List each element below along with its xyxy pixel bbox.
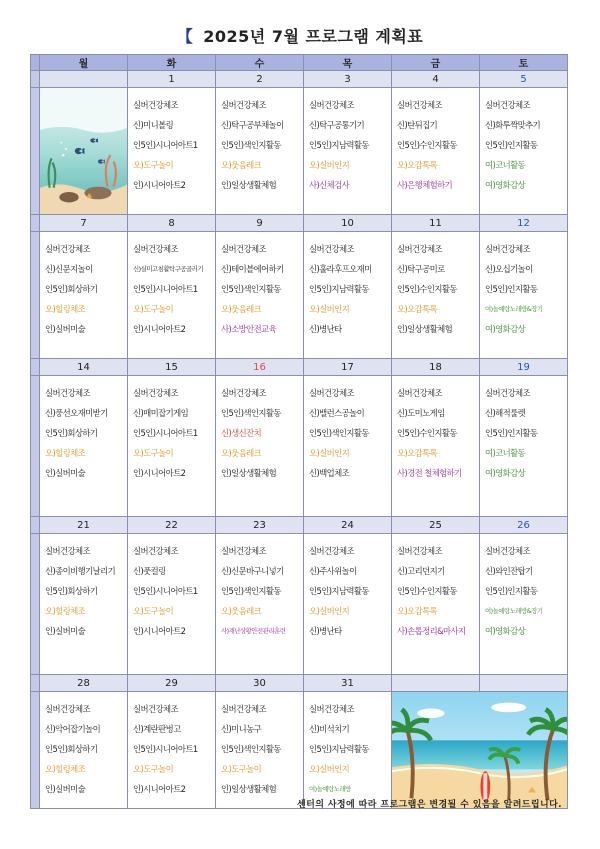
program-cell-sat	[480, 376, 568, 517]
date-cell-fri: 18	[392, 359, 480, 376]
program-cell-thu	[304, 692, 392, 809]
date-cell-mon: 7	[40, 215, 128, 232]
program-item: 여)영화감상	[485, 626, 526, 636]
beach-image-cell	[392, 692, 568, 809]
program-item: 신)해적룰렛	[485, 408, 526, 418]
program-item: 여)영화감상	[485, 468, 526, 478]
program-list	[480, 232, 567, 339]
program-list	[40, 376, 127, 483]
row-side-marker	[31, 71, 40, 88]
program-item: 실버건강체조	[485, 546, 530, 556]
date-cell-tue: 29	[128, 675, 216, 692]
program-list	[128, 232, 215, 339]
program-item: 실버건강체조	[485, 100, 530, 110]
program-item: 인5인)회상하기	[45, 428, 98, 438]
program-item: 신)미니볼링	[133, 120, 174, 130]
program-row	[31, 376, 568, 517]
program-item: 인5인)수인지활동	[397, 586, 457, 596]
program-item: 실버건강체조	[309, 100, 354, 110]
program-list	[216, 376, 303, 483]
date-row	[31, 359, 568, 376]
program-list	[216, 692, 303, 799]
date-cell-thu: 17	[304, 359, 392, 376]
program-item: 실버건강체조	[309, 704, 354, 714]
program-item: 인)일상생활체험	[221, 468, 277, 478]
date-cell-wed: 16	[216, 359, 304, 376]
program-item: 오)실버인지	[309, 160, 350, 170]
program-item: 인5인)인지활동	[485, 284, 538, 294]
weekday-tue: 화	[128, 55, 216, 71]
program-item: 인5인)시니어아트1	[133, 428, 198, 438]
program-cell-thu	[304, 88, 392, 215]
program-item: 실버건강체조	[45, 388, 90, 398]
program-item: 신)악어잡기놀이	[45, 724, 101, 734]
program-item: 신)고리던지기	[397, 566, 445, 576]
program-cell-thu	[304, 376, 392, 517]
title-bracket: 【	[176, 27, 194, 46]
date-cell-sat: 19	[480, 359, 568, 376]
program-cell-wed	[216, 376, 304, 517]
program-item: 실버건강체조	[309, 388, 354, 398]
program-item: 인)시니어아트2	[133, 324, 186, 334]
program-item: 실버건강체조	[133, 244, 178, 254]
date-cell-tue: 8	[128, 215, 216, 232]
program-item: 신)풋컬링	[133, 566, 166, 576]
program-item: 실버건강체조	[397, 546, 442, 556]
program-list	[392, 534, 479, 641]
date-cell-mon: 21	[40, 517, 128, 534]
program-list	[304, 534, 391, 641]
date-row	[31, 675, 568, 692]
page-title	[0, 24, 600, 47]
program-item: 신)훌라후프오재미	[309, 264, 372, 274]
program-list	[304, 692, 391, 799]
date-row	[31, 517, 568, 534]
program-item: 실버건강체조	[221, 704, 266, 714]
underwater-illustration	[40, 88, 127, 214]
program-item: 사)소방안전교육	[221, 324, 277, 334]
program-item: 사)경전 철체험하기	[397, 468, 462, 478]
program-item: 오)도구놀이	[133, 160, 174, 170]
program-cell-tue	[128, 88, 216, 215]
program-item: 신)탁구공부채놀이	[221, 120, 284, 130]
program-item: 오)실버인지	[309, 304, 350, 314]
program-item: 여)영화감상	[485, 324, 526, 334]
program-item: 실버건강체조	[221, 100, 266, 110]
program-cell-mon	[40, 232, 128, 359]
program-item: 여)놀예랑노래방&장기	[485, 305, 543, 313]
weekday-fri: 금	[392, 55, 480, 71]
date-cell-mon: 14	[40, 359, 128, 376]
program-item: 신)밸런스공놀이	[309, 408, 365, 418]
date-cell-sat: 5	[480, 71, 568, 88]
date-cell-tue: 22	[128, 517, 216, 534]
program-cell-wed	[216, 88, 304, 215]
program-item: 신)비석치기	[309, 724, 350, 734]
program-cell-mon	[40, 692, 128, 809]
program-item: 실버건강체조	[397, 100, 442, 110]
program-item: 오)도구놀이	[221, 764, 262, 774]
program-item: 인)실버미술	[45, 468, 86, 478]
program-item: 인5인)지남력활동	[309, 140, 369, 150]
date-row	[31, 71, 568, 88]
program-item: 인)시니어아트2	[133, 784, 186, 794]
program-item: 인)실버미술	[45, 626, 86, 636]
program-cell-fri	[392, 534, 480, 675]
date-cell-tue: 15	[128, 359, 216, 376]
weekday-wed: 수	[216, 55, 304, 71]
date-cell-fri: 4	[392, 71, 480, 88]
program-item: 신)주사위놀이	[309, 566, 357, 576]
date-cell-sat: 26	[480, 517, 568, 534]
program-item: 인5인)인지활동	[485, 586, 538, 596]
program-item: 신)오십기놀이	[485, 264, 533, 274]
program-item: 오)오감톡톡	[397, 606, 438, 616]
program-item: 실버건강체조	[45, 704, 90, 714]
program-item: 인5인)색인지활동	[221, 284, 281, 294]
program-item: 인5인)수인지활동	[397, 284, 457, 294]
program-item: 인)시니어아트2	[133, 626, 186, 636]
program-list	[40, 232, 127, 339]
program-item: 신)와인잔탑기	[485, 566, 533, 576]
row-side-marker	[31, 215, 40, 232]
program-list	[304, 88, 391, 195]
program-item: 신)화투짝맞추기	[485, 120, 541, 130]
program-item: 오)오감톡톡	[397, 160, 438, 170]
date-row	[31, 215, 568, 232]
program-item: 신)탁구공통기기	[309, 120, 365, 130]
row-side-marker	[31, 534, 40, 675]
program-item: 인)일상생활체험	[397, 324, 453, 334]
program-item: 오)도구놀이	[133, 606, 174, 616]
program-item: 인5인)수인지활동	[397, 140, 457, 150]
program-item: 인)시니어아트2	[133, 468, 186, 478]
program-item: 실버건강체조	[133, 546, 178, 556]
program-item: 신)탄뒤집기	[397, 120, 438, 130]
program-item: 인5인)인지활동	[485, 140, 538, 150]
program-cell-tue	[128, 692, 216, 809]
program-item: 인)실버미술	[45, 784, 86, 794]
date-cell-fri: 25	[392, 517, 480, 534]
program-item: 신)실미고침활탁구공골러기	[133, 265, 204, 273]
program-item: 오)웃음레크	[221, 304, 262, 314]
program-row	[31, 232, 568, 359]
program-item: 인5인)색인지활동	[221, 408, 281, 418]
program-item: 인5인)수인지활동	[397, 428, 457, 438]
program-item: 신)백업체조	[309, 468, 350, 478]
program-row	[31, 534, 568, 675]
program-list	[216, 88, 303, 195]
program-item: 오)웃음레크	[221, 160, 262, 170]
program-list	[480, 376, 567, 483]
program-item: 인5인)시니어아트1	[133, 744, 198, 754]
program-cell-wed	[216, 232, 304, 359]
row-side-marker	[31, 692, 40, 809]
program-list	[128, 534, 215, 641]
program-list	[216, 534, 303, 641]
program-list	[392, 232, 479, 339]
program-item: 인5인)시니어아트1	[133, 140, 198, 150]
program-item: 신)병난타	[309, 626, 342, 636]
date-cell-tue: 1	[128, 71, 216, 88]
date-cell-wed: 9	[216, 215, 304, 232]
weekday-mon: 월	[40, 55, 128, 71]
weekday-thu: 목	[304, 55, 392, 71]
program-cell-thu	[304, 232, 392, 359]
program-item: 신)미니농구	[221, 724, 262, 734]
sea-image-cell	[40, 88, 128, 215]
program-list	[128, 376, 215, 483]
program-calendar	[30, 54, 568, 809]
program-item: 사)손톱정리&마사지	[397, 626, 466, 636]
program-item: 오)오감톡톡	[397, 304, 438, 314]
program-item: 오)실버인지	[309, 606, 350, 616]
program-item: 오)웃음레크	[221, 606, 262, 616]
program-item: 인5인)지남력활동	[309, 744, 369, 754]
date-cell-fri: 11	[392, 215, 480, 232]
program-item: 실버건강체조	[485, 244, 530, 254]
program-item: 오)도구놀이	[133, 304, 174, 314]
program-item: 사)신체검사	[309, 180, 350, 190]
row-side-marker	[31, 359, 40, 376]
program-item: 실버건강체조	[221, 388, 266, 398]
program-item: 사)재난상황안전관리훈련	[221, 627, 286, 635]
program-list	[392, 88, 479, 195]
program-cell-sat	[480, 534, 568, 675]
row-side-marker	[31, 232, 40, 359]
program-item: 인5인)시니어아트1	[133, 284, 198, 294]
date-cell-fri	[392, 675, 480, 692]
program-item: 오)실버인지	[309, 448, 350, 458]
program-row	[31, 692, 568, 809]
program-item: 신)생신잔치	[221, 428, 262, 438]
program-item: 인5인)회상하기	[45, 284, 98, 294]
program-item: 실버건강체조	[309, 546, 354, 556]
program-list	[304, 232, 391, 339]
program-row	[31, 88, 568, 215]
program-cell-fri	[392, 376, 480, 517]
date-cell-thu: 24	[304, 517, 392, 534]
weekday-header-row	[31, 55, 568, 71]
program-item: 여)놀예랑노래방&장기	[485, 607, 543, 615]
program-cell-tue	[128, 376, 216, 517]
program-item: 오)도구놀이	[133, 764, 174, 774]
program-cell-tue	[128, 232, 216, 359]
date-cell-wed: 2	[216, 71, 304, 88]
row-side-marker	[31, 88, 40, 215]
program-list	[40, 692, 127, 799]
program-item: 신)매미잡기게임	[133, 408, 189, 418]
program-item: 실버건강체조	[221, 244, 266, 254]
row-side-marker	[31, 517, 40, 534]
program-item: 실버건강체조	[397, 388, 442, 398]
program-item: 실버건강체조	[133, 388, 178, 398]
program-item: 여)놀예랑노래방	[309, 785, 351, 793]
program-item: 신)도미노게임	[397, 408, 445, 418]
date-cell-mon	[40, 71, 128, 88]
tropical-beach-illustration	[392, 692, 567, 808]
program-list	[216, 232, 303, 339]
program-item: 사)은행체험하기	[397, 180, 453, 190]
program-item: 오)힐링체조	[45, 764, 86, 774]
program-list	[128, 692, 215, 799]
program-item: 실버건강체조	[309, 244, 354, 254]
program-item: 인5인)색인지활동	[221, 744, 281, 754]
program-cell-wed	[216, 534, 304, 675]
program-item: 인5인)지남력활동	[309, 586, 369, 596]
program-item: 오)힐링체조	[45, 448, 86, 458]
program-item: 신)탁구공미로	[397, 264, 445, 274]
program-list	[480, 88, 567, 195]
program-item: 신)종이비행기날리기	[45, 566, 116, 576]
title-text: 2025년 7월 프로그램 계획표	[203, 27, 424, 46]
date-cell-thu: 10	[304, 215, 392, 232]
program-item: 인5인)지남력활동	[309, 284, 369, 294]
program-item: 인)일상생활체험	[221, 784, 277, 794]
program-item: 여)코너활동	[485, 448, 526, 458]
program-item: 인5인)색인지활동	[221, 140, 281, 150]
date-cell-wed: 30	[216, 675, 304, 692]
program-list	[128, 88, 215, 195]
program-item: 실버건강체조	[221, 546, 266, 556]
program-list	[304, 376, 391, 483]
program-item: 여)코너활동	[485, 160, 526, 170]
date-cell-sat	[480, 675, 568, 692]
program-item: 여)영화감상	[485, 180, 526, 190]
program-item: 신)계란판벙고	[133, 724, 181, 734]
date-cell-mon: 28	[40, 675, 128, 692]
program-item: 인)일상생활체험	[221, 180, 277, 190]
header-corner	[31, 55, 40, 71]
program-item: 실버건강체조	[397, 244, 442, 254]
date-cell-thu: 3	[304, 71, 392, 88]
program-item: 인5인)색인지활동	[309, 428, 369, 438]
program-cell-mon	[40, 534, 128, 675]
date-cell-sat: 12	[480, 215, 568, 232]
program-item: 오)힐링체조	[45, 304, 86, 314]
program-item: 실버건강체조	[485, 388, 530, 398]
row-side-marker	[31, 376, 40, 517]
program-item: 실버건강체조	[45, 546, 90, 556]
program-item: 인5인)시니어아트1	[133, 586, 198, 596]
program-item: 신)신문바구니넣기	[221, 566, 284, 576]
program-cell-fri	[392, 232, 480, 359]
program-item: 신)풍선오재미받기	[45, 408, 108, 418]
program-item: 인5인)회상하기	[45, 586, 98, 596]
row-side-marker	[31, 675, 40, 692]
program-item: 실버건강체조	[45, 244, 90, 254]
program-item: 인5인)인지활동	[485, 428, 538, 438]
program-item: 신)테이블에어하키	[221, 264, 284, 274]
program-cell-sat	[480, 88, 568, 215]
program-cell-tue	[128, 534, 216, 675]
program-cell-sat	[480, 232, 568, 359]
program-item: 오)실버인지	[309, 764, 350, 774]
weekday-sat: 토	[480, 55, 568, 71]
program-cell-thu	[304, 534, 392, 675]
date-cell-wed: 23	[216, 517, 304, 534]
program-list	[480, 534, 567, 641]
program-item: 실버건강체조	[133, 704, 178, 714]
program-item: 오)웃음레크	[221, 448, 262, 458]
program-item: 인)실버미술	[45, 324, 86, 334]
program-item: 오)힐링체조	[45, 606, 86, 616]
program-item: 신)신문지놀이	[45, 264, 93, 274]
program-item: 인5인)회상하기	[45, 744, 98, 754]
program-cell-wed	[216, 692, 304, 809]
program-item: 실버건강체조	[133, 100, 178, 110]
program-item: 오)오감톡톡	[397, 448, 438, 458]
program-list	[40, 534, 127, 641]
program-item: 신)병난타	[309, 324, 342, 334]
date-cell-thu: 31	[304, 675, 392, 692]
program-item: 인)시니어아트2	[133, 180, 186, 190]
footer-note: 센터의 사정에 따라 프로그램은 변경될 수 있음을 알려드립니다.	[297, 800, 562, 810]
program-item: 오)도구놀이	[133, 448, 174, 458]
program-cell-fri	[392, 88, 480, 215]
program-item: 인5인)색인지활동	[221, 586, 281, 596]
program-cell-mon	[40, 376, 128, 517]
program-list	[392, 376, 479, 483]
